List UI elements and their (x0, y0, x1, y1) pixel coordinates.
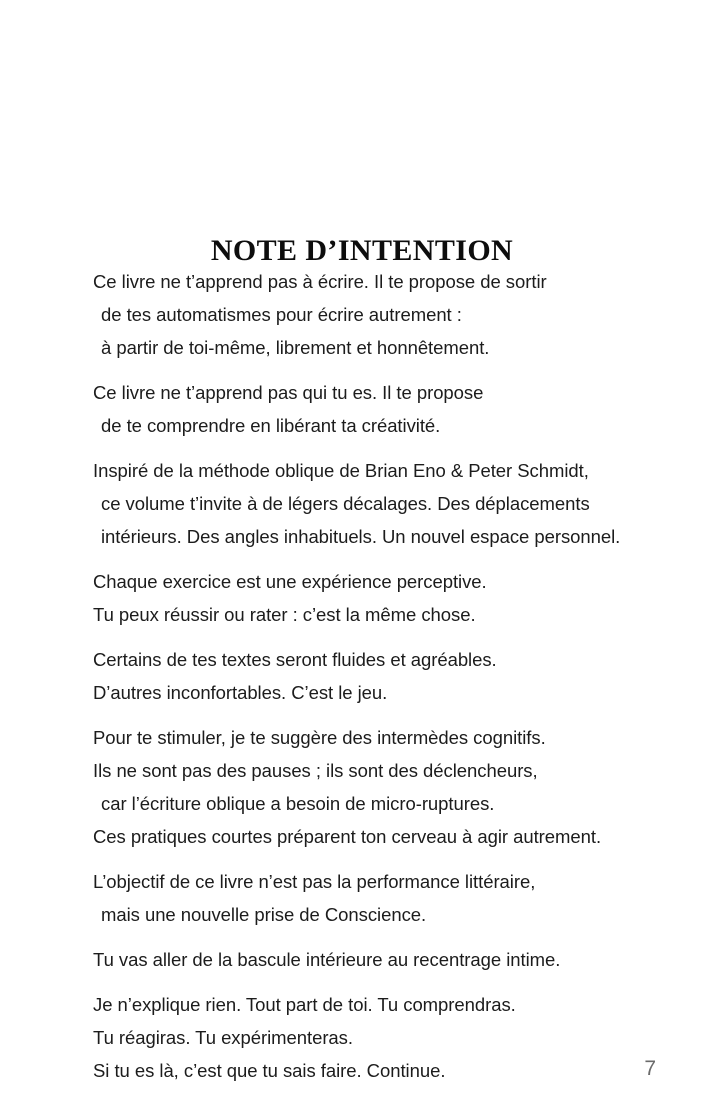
page-title: NOTE D’INTENTION (210, 234, 514, 268)
paragraph-line: de te comprendre en libérant ta créativité. (101, 415, 441, 436)
paragraph (93, 865, 668, 931)
paragraph-line: Si tu es là, c’est que tu sais faire. Continue. (93, 1060, 446, 1081)
page-number: 7 (644, 1057, 656, 1080)
paragraph (93, 643, 668, 709)
paragraph-line: Ils ne sont pas des pauses ; ils sont des déclencheurs, (93, 760, 538, 781)
paragraph (93, 943, 668, 976)
paragraph-line: D’autres inconfortables. C’est le jeu. (93, 682, 388, 703)
paragraph (93, 265, 668, 364)
paragraph-line: Certains de tes textes seront fluides et agréables. (93, 649, 497, 670)
paragraph-line: Ces pratiques courtes préparent ton cerveau à agir autrement. (93, 826, 602, 847)
paragraph-line: Tu vas aller de la bascule intérieure au recentrage intime. (93, 949, 561, 970)
paragraph-line: Je n’explique rien. Tout part de toi. Tu comprendras. (93, 994, 516, 1015)
paragraph-line: à partir de toi-même, librement et honnêtement. (101, 337, 490, 358)
paragraph-line: Pour te stimuler, je te suggère des intermèdes cognitifs. (93, 727, 546, 748)
paragraph-line: car l’écriture oblique a besoin de micro-ruptures. (101, 793, 495, 814)
paragraph-line: L’objectif de ce livre n’est pas la performance littéraire, (93, 871, 536, 892)
paragraph (93, 454, 668, 553)
paragraph-line: de tes automatismes pour écrire autrement : (101, 304, 462, 325)
paragraph (93, 565, 668, 631)
paragraph-line: Inspiré de la méthode oblique de Brian Eno & Peter Schmidt, (93, 460, 589, 481)
paragraph-line: Tu réagiras. Tu expérimenteras. (93, 1027, 353, 1048)
paragraph (93, 721, 668, 853)
paragraph-line: Tu peux réussir ou rater : c’est la même chose. (93, 604, 476, 625)
paragraph-line: Ce livre ne t’apprend pas qui tu es. Il te propose (93, 382, 484, 403)
paragraph-line: ce volume t’invite à de légers décalages. Des déplacements (101, 493, 590, 514)
paragraph (93, 988, 668, 1087)
paragraph-line: intérieurs. Des angles inhabituels. Un nouvel espace personnel. (101, 526, 621, 547)
paragraph (93, 376, 668, 442)
body-text (93, 265, 668, 1087)
paragraph-line: mais une nouvelle prise de Conscience. (101, 904, 427, 925)
paragraph-line: Ce livre ne t’apprend pas à écrire. Il te propose de sortir (93, 271, 547, 292)
paragraph-line: Chaque exercice est une expérience perceptive. (93, 571, 487, 592)
